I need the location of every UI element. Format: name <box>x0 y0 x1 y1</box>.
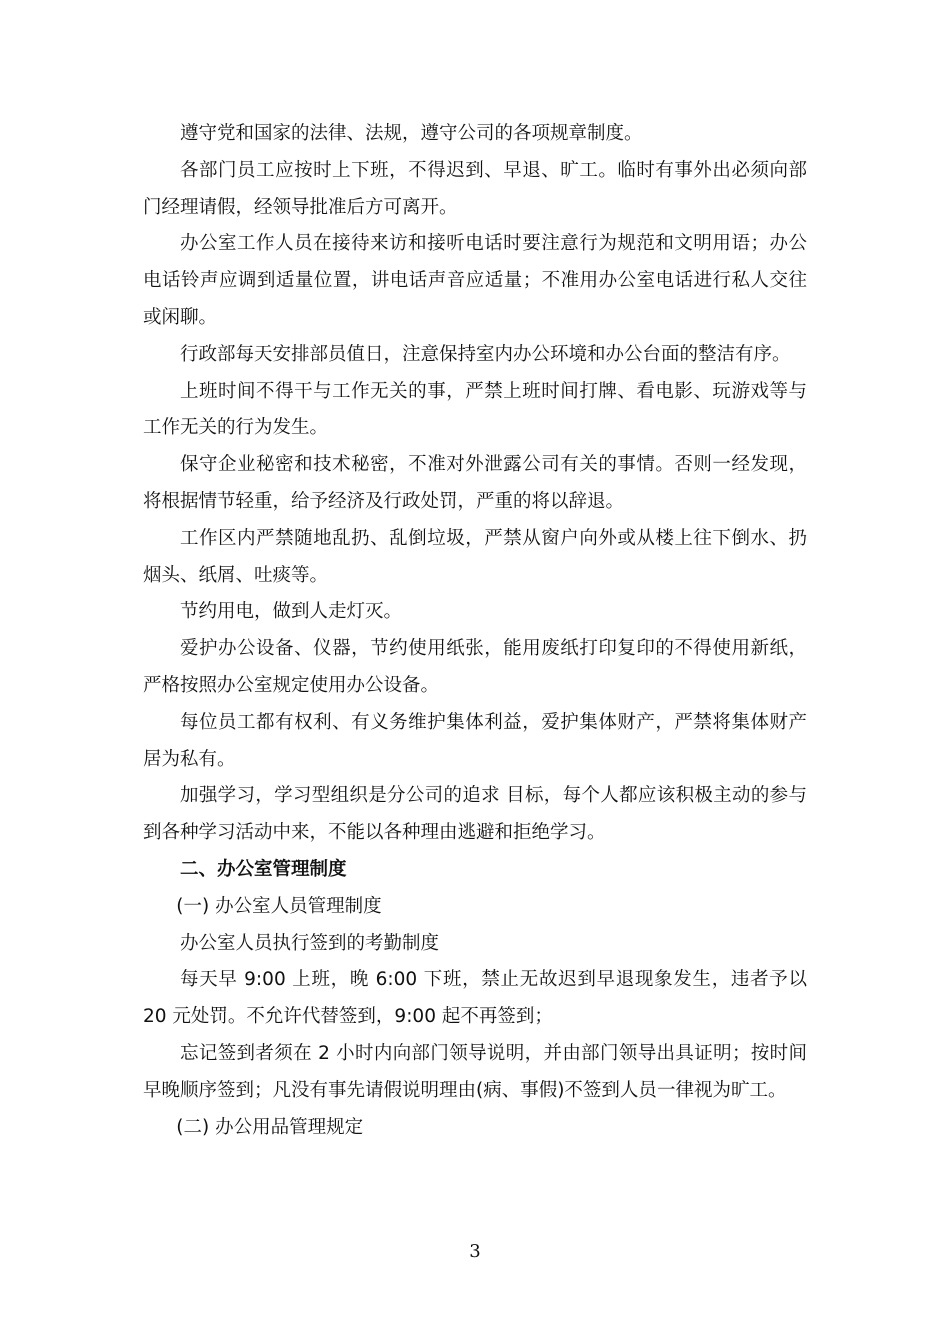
paragraph-phone-etiquette: 办公室工作人员在接待来访和接听电话时要注意行为规范和文明用语；办公电话铃声应调到适量位置，讲电话声音应适量；不准用办公室电话进行私人交往或闲聊。 <box>143 233 807 328</box>
document-body <box>143 116 807 1146</box>
paragraph-work-conduct: 上班时间不得干与工作无关的事，严禁上班时间打牌、看电影、玩游戏等与工作无关的行为发生。 <box>143 380 807 439</box>
paragraph-save-power: 节约用电，做到人走灯灭。 <box>180 601 403 623</box>
paragraph-working-hours: 各部门员工应按时上下班，不得迟到、早退、旷工。临时有事外出必须向部门经理请假，经领导批准后方可离开。 <box>143 159 807 218</box>
paragraph-equipment-care: 爱护办公设备、仪器，节约使用纸张，能用废纸打印复印的不得使用新纸，严格按照办公室规定使用办公设备。 <box>143 638 807 696</box>
page-number: 3 <box>469 1241 481 1262</box>
paragraph-obey-laws: 遵守党和国家的法律、法规，遵守公司的各项规章制度。 <box>180 123 643 144</box>
paragraph-learning: 加强学习，学习型组织是分公司的追求 目标，每个人都应该积极主动的参与到各种学习活动中来，不能以各种理由逃避和拒绝学习。 <box>143 785 807 844</box>
paragraph-cleanliness: 工作区内严禁随地乱扔、乱倒垃圾，严禁从窗户向外或从楼上往下倒水、扔烟头、纸屑、吐痰等。 <box>143 527 807 586</box>
paragraph-duty-rotation: 行政部每天安排部员值日，注意保持室内办公环境和办公台面的整洁有序。 <box>180 343 791 365</box>
paragraph-office-hours: 每天早 9:00 上班，晚 6:00 下班，禁止无故迟到早退现象发生，违者予以 20 元处罚。不允许代替签到，9:00 起不再签到； <box>143 969 807 1028</box>
section-heading-office-management: 二、办公室管理制度 <box>180 858 347 880</box>
subsection-heading-staff-management: (一) 办公室人员管理制度 <box>176 895 382 917</box>
paragraph-collective-property: 每位员工都有权利、有义务维护集体利益，爱护集体财产，严禁将集体财产居为私有。 <box>143 711 807 770</box>
paragraph-confidentiality: 保守企业秘密和技术秘密，不准对外泄露公司有关的事情。否则一经发现，将根据情节轻重，给予经济及行政处罚，严重的将以辞退。 <box>143 454 807 512</box>
paragraph-attendance-system: 办公室人员执行签到的考勤制度 <box>180 932 440 954</box>
paragraph-forgot-signin: 忘记签到者须在 2 小时内向部门领导说明，并由部门领导出具证明；按时间早晚顺序签到；凡没有事先请假说明理由(病、事假)不签到人员一律视为旷工。 <box>143 1042 807 1101</box>
subsection-heading-supplies-rules: (二) 办公用品管理规定 <box>176 1116 364 1138</box>
